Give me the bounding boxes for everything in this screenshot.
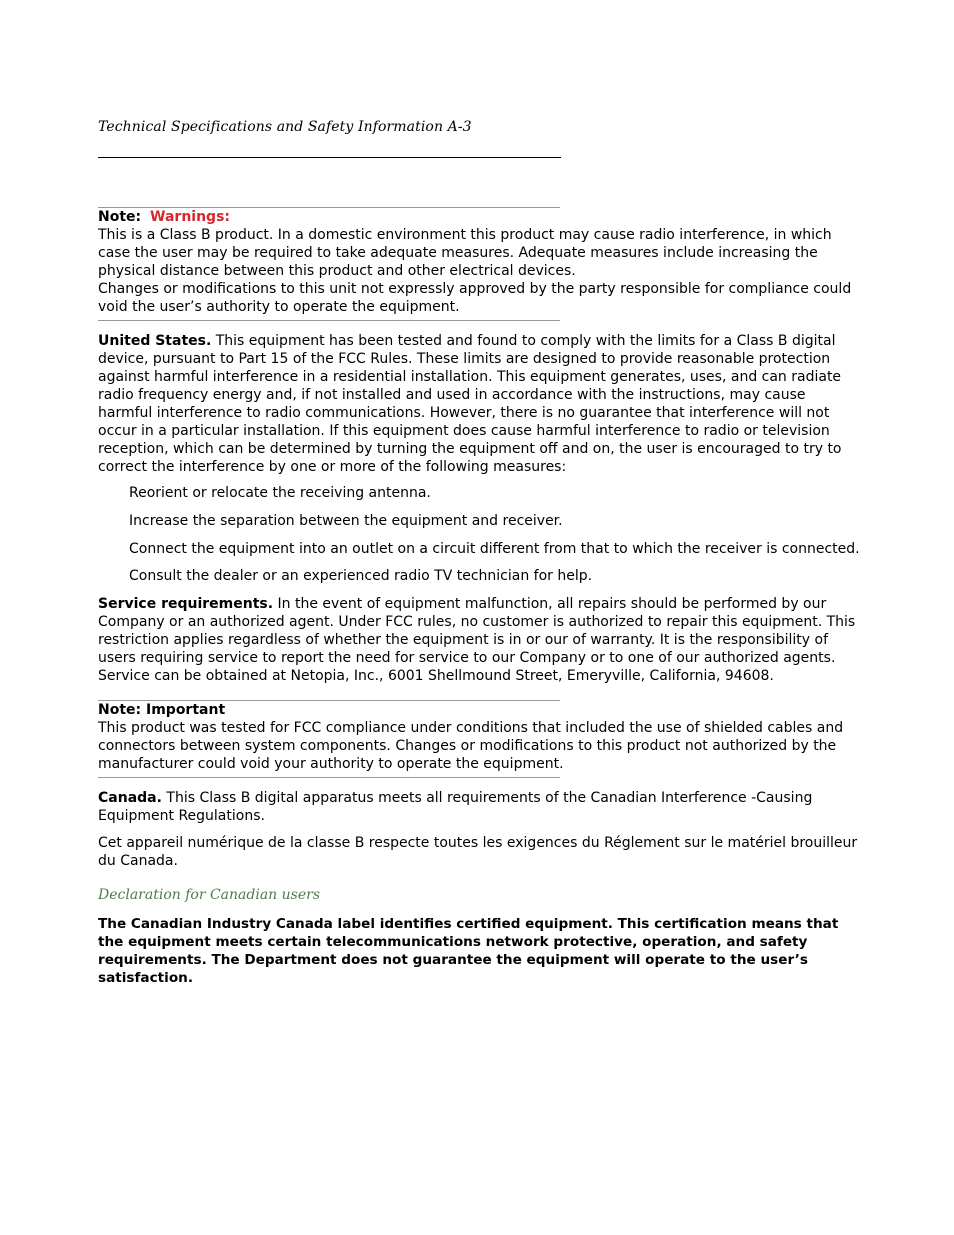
important-note: [98, 701, 858, 773]
measure-item: Consult the dealer or an experienced radio TV technician for help.: [129, 568, 593, 584]
canada-paragraph: [98, 789, 858, 825]
united-states-text: This equipment has been tested and found to comply with the limits for a Class B digital device, pursuant to Part 15 of the FCC Rules. These limits are designed to provide reasonable protection against harmful interference in a residential installation. This equipment generates, uses, and can radiate radio frequency energy and, if not installed and used in accordance with the instructions, may cause harmful interference to radio communications. However, there is no guarantee that interference will not occur in a particular installation. If this equipment does cause harmful interference to radio or television reception, which can be determined by turning the equipment off and on, the user is encouraged to try to correct the interference by one or more of the following measures:: [98, 333, 842, 475]
declaration-paragraph: The Canadian Industry Canada label identifies certified equipment. This certification means that the equipment meets certain telecommunications network protective, operation, and safety requirements. The Department does not guarantee the equipment will operate to the user’s satisfaction.: [98, 916, 839, 986]
header-rule: [98, 157, 561, 158]
canada-text: This Class B digital apparatus meets all requirements of the Canadian Interference -Causing Equipment Regulations.: [98, 790, 813, 824]
declaration-heading: Declaration for Canadian users: [98, 887, 321, 903]
measure-item: Reorient or relocate the receiving antenna.: [129, 485, 431, 501]
service-lead: Service requirements.: [98, 596, 274, 612]
canada-french-paragraph: Cet appareil numérique de la classe B respecte toutes les exigences du Réglement sur le matériel brouilleur du Canada.: [98, 835, 858, 869]
note-rule-bottom: [98, 320, 560, 321]
united-states-lead: United States.: [98, 333, 212, 349]
important-note-title: Note: Important: [98, 702, 226, 718]
measure-item: Increase the separation between the equipment and receiver.: [129, 513, 563, 529]
united-states-paragraph: [98, 332, 858, 476]
measure-item: Connect the equipment into an outlet on a circuit different from that to which the receiver is connected.: [129, 541, 860, 557]
service-paragraph: [98, 595, 858, 685]
warning-note: [98, 208, 858, 316]
note-label: Note:: [98, 209, 142, 225]
important-note-text: This product was tested for FCC compliance under conditions that included the use of shielded cables and connectors between system components. Changes or modifications to this product not authorized by the manufacturer could void your authority to operate the equipment.: [98, 720, 844, 772]
warning-text-2: Changes or modifications to this unit not expressly approved by the party responsible for compliance could void the user’s authority to operate the equipment.: [98, 281, 852, 315]
warning-title: Warnings:: [150, 209, 231, 225]
canada-lead: Canada.: [98, 790, 162, 806]
running-header: Technical Specifications and Safety Information A-3: [98, 119, 472, 135]
warning-text-1: This is a Class B product. In a domestic environment this product may cause radio interference, in which case the user may be required to take adequate measures. Adequate measures include increasing the physical distance between this product and other electrical devices.: [98, 227, 832, 279]
service-text: In the event of equipment malfunction, all repairs should be performed by our Company or an authorized agent. Under FCC rules, no customer is authorized to repair this equipment. This restriction applies regardless of whether the equipment is in or our of warranty. It is the responsibility of users requiring service to report the need for service to our Company or to one of our authorized agents. Service can be obtained at Netopia, Inc., 6001 Shellmound Street, Emeryville, California, 94608.: [98, 596, 856, 684]
warning-note-heading: [98, 208, 858, 226]
important-rule-bottom: [98, 777, 560, 778]
